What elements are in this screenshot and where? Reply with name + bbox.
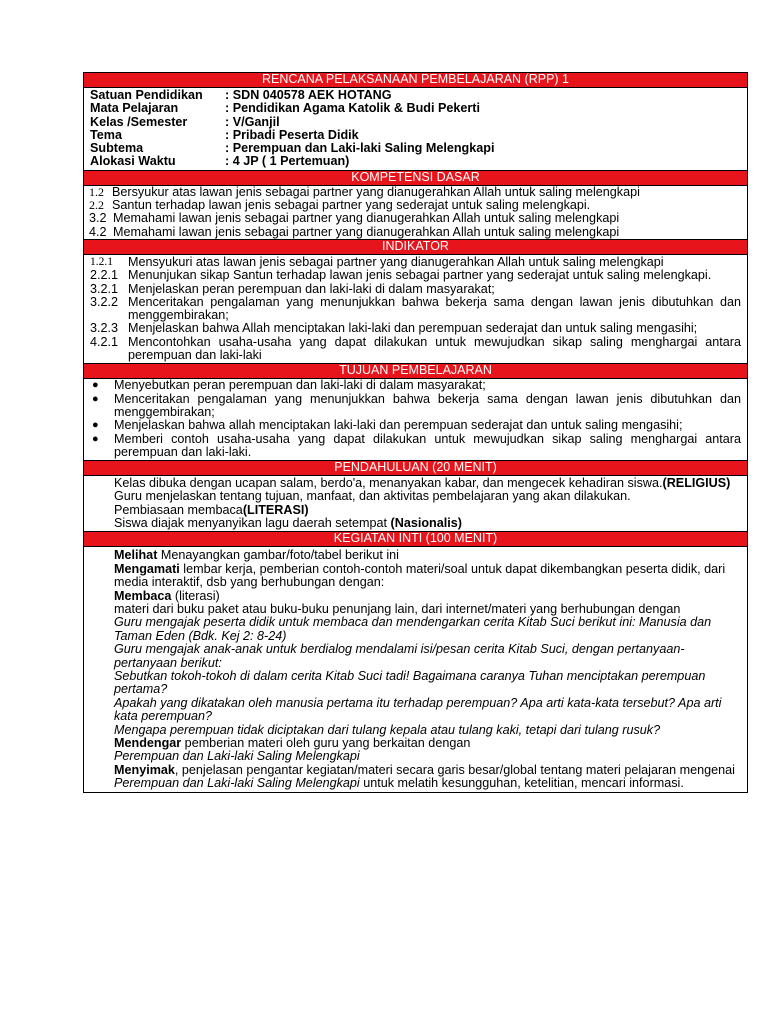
inti-paragraph [114, 563, 741, 590]
tujuan-text: Memberi contoh usaha-usaha yang dapat dilakukan untuk mewujudkan sikap saling menghargai antara perempuan dan laki-laki. [114, 431, 741, 459]
indikator-number: 1.2.1 [90, 255, 113, 268]
bullet-icon: ● [92, 392, 99, 405]
tujuan-item [92, 433, 747, 460]
inti-label: Mengamati [114, 561, 180, 576]
inti-text: Menayangkan gambar/foto/tabel berikut ini [157, 548, 399, 563]
kompetensi-section [84, 186, 747, 240]
tujuan-text: Menyebutkan peran perempuan dan laki-laki di dalam masyarakat; [114, 378, 486, 393]
pendahuluan-text: Pembiasaan membaca [114, 502, 243, 517]
pendahuluan-line: Guru menjelaskan tentang tujuan, manfaat, dan aktivitas pembelajaran yang akan dilakukan. [114, 489, 631, 504]
identity-value: : SDN 040578 AEK HOTANG [225, 88, 392, 102]
identity-row [90, 155, 747, 168]
inti-text: (literasi) [171, 588, 220, 603]
kegiatan-inti-section [84, 547, 747, 791]
indikator-number: 3.2.3 [90, 321, 119, 336]
identity-value: : Perempuan dan Laki-laki Saling Melengkapi [225, 141, 495, 156]
tujuan-text: Menceritakan pengalaman yang menunjukkan bahwa bekerja sama dengan lawan jenis dibutuhkan dan menggembirakan; [114, 391, 741, 419]
kd-number: 2.2 [89, 198, 104, 213]
inti-text: lembar kerja, pemberian contoh-contoh materi/soal untuk dapat dikembangkan peserta didik, dari media interaktif, dsb yang berhubungan dengan: [114, 561, 726, 590]
indikator-section [84, 255, 747, 364]
inti-italic-paragraph: Sebutkan tokoh-tokoh di dalam cerita Kitab Suci tadi! Bagaimana caranya Tuhan menciptakan perempuan pertama? [114, 668, 706, 697]
pendahuluan-line [114, 477, 741, 490]
identity-row [90, 129, 747, 142]
kd-number: 1.2 [89, 184, 104, 199]
indikator-item [90, 336, 747, 363]
indikator-number: 3.2.2 [90, 294, 119, 309]
tujuan-section [84, 379, 747, 461]
inti-label: Melihat [114, 548, 158, 563]
indikator-text: Menunjukan sikap Santun terhadap lawan jenis sebagai partner yang sederajat untuk saling melengkapi. [128, 268, 712, 283]
kd-item [84, 226, 747, 239]
indikator-text: Menceritakan pengalaman yang menunjukkan bahwa bekerja sama dengan lawan jenis dibutuhkan dan menggembirakan; [128, 294, 741, 323]
inti-label: Menyimak [114, 762, 175, 777]
identity-value: : V/Ganjil [225, 114, 280, 129]
tujuan-item [92, 393, 747, 420]
inti-italic-text: Perempuan dan Laki-laki Saling Melengkapi [114, 776, 360, 791]
identity-row [90, 102, 747, 115]
inti-paragraph [114, 764, 741, 777]
indikator-number: 2.2.1 [90, 268, 119, 283]
inti-label: Membaca [114, 588, 172, 603]
identity-section [84, 88, 747, 171]
section-header-kompetensi: KOMPETENSI DASAR [84, 171, 747, 186]
indikator-item [90, 256, 747, 269]
identity-key: Subtema [90, 141, 144, 156]
identity-row [90, 89, 747, 102]
kd-number: 3.2 [89, 211, 107, 226]
indikator-text: Mencontohkan usaha-usaha yang dapat dilakukan untuk mewujudkan sikap saling menghargai antara perempuan dan laki-laki [128, 334, 741, 363]
indikator-item [90, 269, 747, 282]
kd-text: Santun terhadap lawan jenis sebagai partner yang sederajat untuk saling melengkapi. [112, 198, 591, 213]
inti-paragraph [114, 549, 741, 562]
indikator-text: Menjelaskan peran perempuan dan laki-laki di dalam masyarakat; [128, 281, 495, 296]
indikator-item [90, 283, 747, 296]
identity-key: Tema [90, 127, 122, 142]
pendahuluan-tag: (RELIGIUS) [662, 476, 731, 491]
identity-key: Kelas /Semester [90, 114, 188, 129]
section-header-kegiatan-inti: KEGIATAN INTI (100 MENIT) [84, 532, 747, 547]
identity-key: Mata Pelajaran [90, 101, 179, 116]
inti-paragraph [114, 737, 741, 750]
kd-item [84, 199, 747, 212]
section-header-pendahuluan: PENDAHULUAN (20 MENIT) [84, 461, 747, 476]
tujuan-text: Menjelaskan bahwa allah menciptakan laki-laki dan perempuan sederajat dan untuk saling mengasihi; [114, 418, 683, 433]
inti-italic-paragraph: Guru mengajak peserta didik untuk membaca dan mendengarkan cerita Kitab Suci berikut ini: Manusia dan Taman Eden (Bdk. Kej 2: 8-24) [114, 615, 712, 643]
pendahuluan-tag: (LITERASI) [242, 502, 309, 517]
indikator-item [90, 296, 747, 323]
indikator-number: 3.2.1 [90, 281, 119, 296]
identity-value: : 4 JP ( 1 Pertemuan) [225, 154, 350, 169]
tujuan-item [92, 379, 747, 392]
kd-item [84, 186, 747, 199]
section-header-tujuan: TUJUAN PEMBELAJARAN [84, 364, 747, 379]
inti-label: Mendengar [114, 736, 182, 750]
inti-italic-paragraph: Mengapa perempuan tidak diciptakan dari tulang kepala atau tulang kaki, tetapi dari tulang rusuk? [114, 722, 661, 737]
identity-value: : Pendidikan Agama Katolik & Budi Pekerti [225, 101, 480, 116]
bullet-icon: ● [92, 432, 99, 445]
tujuan-item [92, 419, 747, 432]
inti-text: pemberian materi oleh guru yang berkaitan dengan [181, 736, 471, 750]
identity-key: Alokasi Waktu [90, 154, 176, 169]
indikator-text: Mensyukuri atas lawan jenis sebagai partner yang dianugerahkan Allah untuk saling melengkapi [128, 254, 664, 269]
pendahuluan-text: Siswa diajak menyanyikan lagu daerah setempat [114, 516, 391, 531]
identity-row [90, 116, 747, 129]
indikator-text: Menjelaskan bahwa Allah menciptakan laki-laki dan perempuan sederajat dan untuk saling mengasihi; [128, 321, 698, 336]
inti-text: , penjelasan pengantar kegiatan/materi secara garis besar/global tentang materi pelajaran mengenai [174, 762, 735, 777]
inti-italic-paragraph: Perempuan dan Laki-laki Saling Melengkapi [114, 749, 360, 764]
pendahuluan-text: Kelas dibuka dengan ucapan salam, berdo'a, menanyakan kabar, dan mengecek kehadiran siswa. [114, 476, 663, 491]
inti-paragraph [114, 777, 741, 790]
kd-text: Memahami lawan jenis sebagai partner yang dianugerahkan Allah untuk saling melengkapi [113, 224, 620, 239]
kd-item [84, 212, 747, 225]
section-header-indikator: INDIKATOR [84, 240, 747, 255]
inti-italic-paragraph: Guru mengajak anak-anak untuk berdialog mendalami isi/pesan cerita Kitab Suci, dengan pertanyaan-pertanyaan berikut: [114, 642, 685, 670]
identity-row [90, 142, 747, 155]
pendahuluan-line [114, 504, 741, 517]
pendahuluan-section [84, 476, 747, 532]
kd-text: Bersyukur atas lawan jenis sebagai partner yang dianugerahkan Allah untuk saling melengkapi [112, 184, 640, 199]
inti-paragraph: materi dari buku paket atau buku-buku penunjang lain, dari internet/materi yang berhubungan dengan [114, 601, 681, 616]
indikator-item [90, 322, 747, 335]
pendahuluan-line [114, 517, 741, 530]
identity-key: Satuan Pendidikan [90, 88, 203, 102]
inti-text: untuk melatih kesungguhan, ketelitian, mencari informasi. [359, 776, 684, 791]
inti-italic-paragraph: Apakah yang dikatakan oleh manusia pertama itu terhadap perempuan? Apa arti kata-kata tersebut? Apa arti kata perempuan? [114, 695, 722, 724]
bullet-icon: ● [92, 379, 99, 392]
kd-number: 4.2 [89, 224, 107, 239]
identity-value: : Pribadi Peserta Didik [225, 127, 359, 142]
inti-paragraph [114, 590, 741, 603]
rpp-title: RENCANA PELAKSANAAN PEMBELAJARAN (RPP) 1 [84, 73, 747, 88]
pendahuluan-tag: (Nasionalis) [390, 516, 462, 531]
rpp-document [83, 72, 748, 793]
bullet-icon: ● [92, 419, 99, 432]
kd-text: Memahami lawan jenis sebagai partner yang dianugerahkan Allah untuk saling melengkapi [113, 211, 620, 226]
indikator-number: 4.2.1 [90, 334, 119, 349]
